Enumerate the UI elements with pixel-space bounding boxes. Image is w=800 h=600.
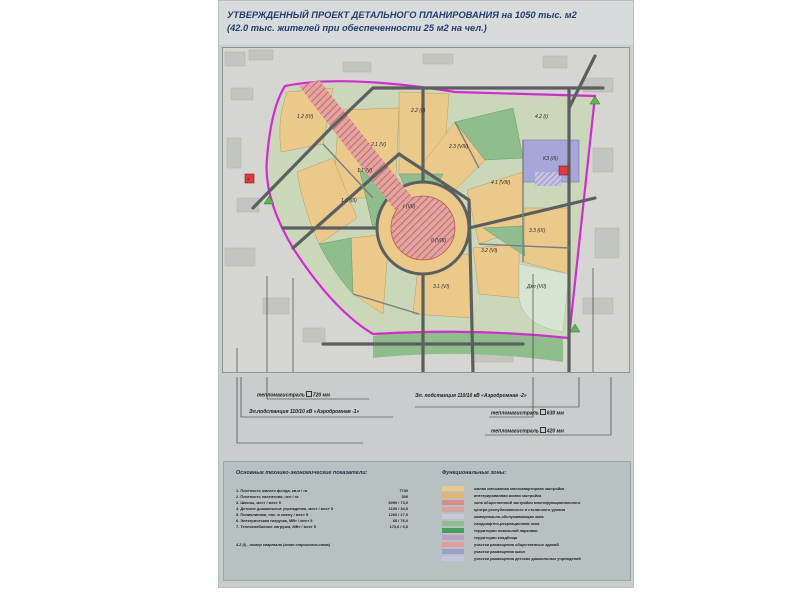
quarter-label: Дкп (VII) (527, 284, 547, 290)
indicator-label: 5. Поликлиники, пос. в смену / мест 5 (236, 512, 309, 517)
indicator-value: 1260 / 27,0 (388, 512, 408, 517)
indicator-value: 173,6 / 6,6 (389, 524, 408, 529)
callout-substation-2: Эл. подстанция 110/10 кВ «Аэродромная -2» (415, 393, 527, 399)
indicator-label: 6. Электрическая нагрузка, МВт / мест 5 (236, 518, 313, 523)
quarter-label: 2.2 (II) (411, 108, 426, 114)
indicator-label: 3. Школы, мест / мест 5 (236, 500, 281, 505)
indicator-value: 2100 / 34,0 (388, 506, 408, 511)
quarter-label: 4.1 (VIII) (491, 180, 511, 186)
zone-swatch (442, 528, 464, 533)
callout-lines (219, 377, 633, 459)
substation-marker-2 (559, 166, 568, 175)
indicator-label: 4. Детские дошкольные учреждения, мест / мест 5 (236, 506, 333, 511)
zone-swatch (442, 514, 464, 519)
plan-title (227, 9, 627, 35)
quarter-label: II (VIII) (431, 238, 446, 244)
indicator-value: 65 / 76,0 (392, 518, 408, 523)
zone-swatch (442, 521, 464, 526)
indicator-label: 7. Теплоснабжение нагрузка, МВт / мест 5 (236, 524, 316, 529)
svg-text:+: + (247, 177, 250, 183)
quarter-label: 2.3 (VIII) (449, 144, 469, 150)
callout-heat-main-420: теплoмагистраль 420 мм (491, 428, 564, 435)
callouts (219, 377, 633, 459)
indicators-title: Основные технико-экономические показатели: (236, 470, 368, 476)
plan-board (218, 0, 634, 588)
indicator-value: 6090 / 73,0 (388, 500, 408, 505)
indicator-label: 2. Плотность населения, чел / га (236, 494, 299, 499)
indicator-value: 309 (401, 494, 408, 499)
callout-heat-main-630: теплoмагистраль 630 мм (491, 410, 564, 417)
school-plot (535, 172, 561, 186)
quarter-label: 1.2 (IV) (297, 114, 314, 120)
quarter-label: 3.2 (VI) (481, 248, 498, 254)
quarter-label: I (VII) (403, 204, 416, 210)
indicator-label: 1. Плотность жилого фонда, кв.м / га (236, 488, 308, 493)
title-line-2: (42.0 тыс. жителей при обеспеченности 25 м2 на чел.) (227, 23, 487, 33)
quarter-label: 4.2 (I) (535, 114, 549, 120)
quarter-label: 1.3 (III) (341, 198, 357, 204)
quarter-label: 3.3 (IX) (529, 228, 546, 234)
zone-swatch (442, 549, 464, 554)
callout-heat-main-720: теплoмагистраль 720 мм (257, 392, 330, 399)
quarter-label: КЗ (III) (543, 156, 558, 162)
zones-title: Функциональные зоны: (442, 470, 507, 476)
title-line-1: УТВЕРЖДЕННЫЙ ПРОЕКТ ДЕТАЛЬНОГО ПЛАНИРОВАНИЯ на 1050 тыс. м2 (227, 10, 577, 20)
zone-swatch (442, 493, 464, 498)
zone-swatch (442, 500, 464, 505)
callout-substation-1: Эл.подстанция 110/10 кВ «Аэродромная -1» (249, 409, 360, 415)
quarter-label: 1.1 (V) (357, 168, 373, 174)
substation-marker-1 (245, 174, 254, 183)
zone-swatch (442, 542, 464, 547)
zone-swatch (442, 535, 464, 540)
master-plan-map[interactable] (222, 47, 630, 373)
indicator-value: 7730 (399, 488, 408, 493)
zone-swatch (442, 486, 464, 491)
legend-panel: Основные технико-экономические показатели: Функциональные зоны: 1. Плотность жилого фонда, кв.м / га 7730 2. Плотность населения, чел / га 309 3. Школы, мест / мест 5 6090 / 73,0 4. Детские дошкольные учреждения, мест / мест 5 2100 / 34,0 5. Поликлиники, пос. в смену / мест 5 1260 / 27,0 6. Электрическая нагрузка, МВт / мест 5 65 / 76,0 7. Теплоснабжение нагрузка, МВт / мест 5 173,6 / 6,6 4.2 (I) - номер квартала (этап строительства) жилая смешанная многоквартирная застройка интегрированная жилая застройка зона общественной застройки многофункционального центра республиканского и столичного уровня коммунально-обслуживающая зона ландшафтно-рекреационная зона территории локальной парковки территории кладбища участки размещения общественных зданий участки размещения школ участки размещения детских дошкольных учреждений (223, 461, 631, 581)
quarter-label: 2.1 (V) (371, 142, 387, 148)
quarter-number-note: 4.2 (I) - номер квартала (этап строительства) (236, 542, 330, 547)
zone-swatch (442, 507, 464, 512)
quarter-label: 3.1 (VI) (433, 284, 450, 290)
zone-swatch (442, 556, 464, 561)
map-svg (223, 48, 629, 372)
